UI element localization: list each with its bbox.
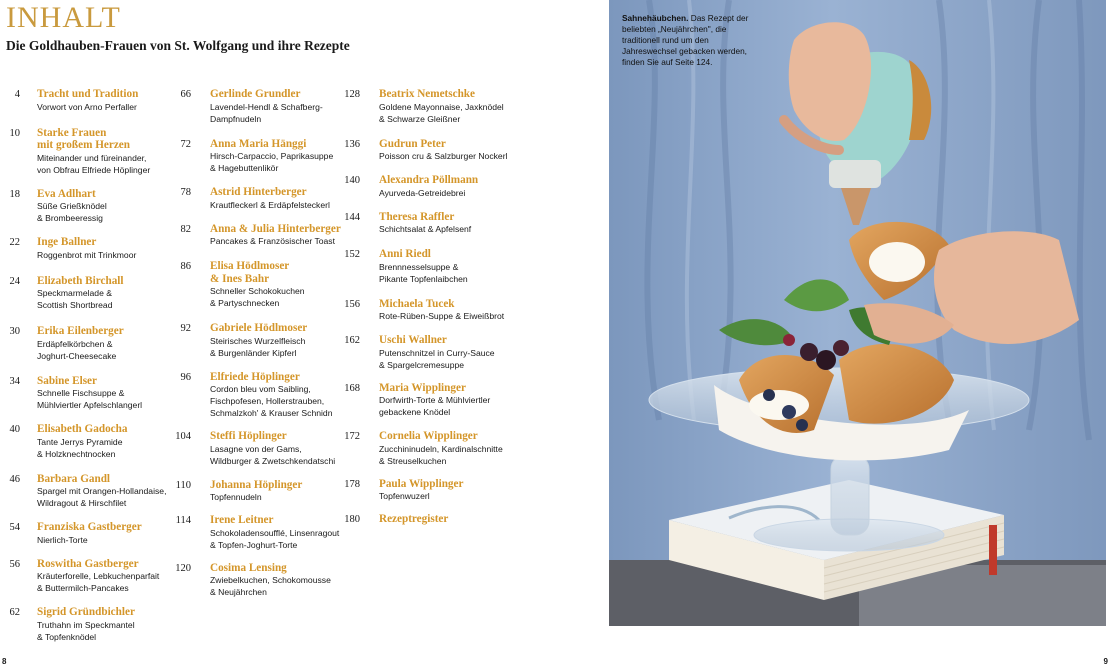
toc-entry-recipes: Zwiebelkuchen, Schokomousse [210, 575, 331, 585]
toc-entry-recipes: Scottish Shortbread [37, 300, 113, 310]
toc-entry-recipes: Erdäpfelkörbchen & [37, 338, 113, 349]
toc-entry-name: Steffi Höplinger [210, 430, 287, 442]
toc-entry [344, 513, 507, 526]
toc-entry [175, 478, 341, 504]
toc-page-number: 156 [344, 298, 360, 310]
toc-entry-recipes: Roggenbrot mit Trinkmoor [37, 249, 137, 260]
toc-entry [9, 521, 166, 546]
toc-entry [180, 260, 341, 309]
toc-column-2 [175, 88, 341, 598]
toc-entry-name: Starke Frauen [37, 126, 107, 139]
toc-entry-recipes: Schokoladensoufflé, Linsenragout [210, 527, 340, 538]
toc-page-number: 172 [344, 431, 360, 442]
toc-entry-name: Erika Eilenberger [37, 325, 124, 337]
toc-page-number: 178 [344, 478, 360, 490]
toc-page-number: 24 [9, 275, 20, 287]
toc-entry-recipes: & Schwarze Gleißner [379, 113, 461, 124]
toc-entry [180, 322, 341, 359]
toc-entry-name: Elisa Hödlmoser [210, 260, 290, 272]
toc-entry-recipes: Schichtsalat & Apfelsenf [379, 224, 472, 234]
toc-page-number: 46 [9, 473, 20, 485]
toc-entry [175, 430, 341, 467]
toc-entry [9, 187, 166, 225]
toc-page-number: 86 [180, 261, 191, 272]
toc-entry-name: Cosima Lensing [210, 561, 287, 574]
toc-page-number: 54 [9, 522, 20, 533]
toc-entry-recipes: & Topfenknödel [37, 631, 97, 642]
toc-entry-recipes: & Hagebuttenlikör [210, 163, 279, 173]
toc-entry-name: Elizabeth Birchall [37, 274, 124, 287]
toc-entry [344, 248, 507, 285]
toc-entry-recipes: Spargel mit Orangen-Hollandaise, [37, 486, 167, 496]
toc-entry-name: Alexandra Pöllmann [379, 174, 479, 186]
toc-entry-name: Barbara Gandl [37, 472, 111, 485]
toc-page-number: 40 [9, 424, 20, 435]
toc-entry [9, 557, 166, 595]
toc-entry [9, 126, 166, 176]
toc-entry-recipes: Vorwort von Arno Perfaller [37, 101, 137, 112]
toc-page-number: 82 [180, 223, 191, 235]
toc-entry [344, 334, 507, 371]
toc-entry-recipes: Pancakes & Französischer Toast [210, 236, 335, 246]
toc-entry-name: Irene Leitner [210, 514, 274, 526]
toc-entry-name: Michaela Tucek [379, 297, 455, 310]
toc-entry [344, 210, 507, 236]
toc-entry-name: Gerlinde Grundler [210, 88, 301, 100]
toc-entry-name: Sabine Elser [37, 374, 97, 387]
toc-entry [9, 325, 166, 362]
toc-entry-recipes: & Neujährchen [210, 587, 267, 597]
photo-illustration [609, 0, 1106, 626]
toc-page-number: 34 [9, 375, 20, 387]
toc-entry-recipes: & Holzknechtnocken [37, 448, 116, 459]
toc-entry [344, 430, 507, 467]
toc-entry-name: Tracht und Tradition [37, 88, 139, 100]
toc-page-number: 168 [344, 382, 360, 394]
toc-entry-recipes: Joghurt-Cheesecake [37, 350, 117, 361]
toc-entry-recipes: Ayurveda-Getreidebrei [379, 187, 466, 198]
toc-entry [175, 514, 341, 551]
toc-entry-name: Rezeptregister [379, 513, 449, 525]
toc-page-number: 92 [180, 323, 191, 334]
toc-entry [344, 88, 507, 125]
toc-entry-recipes: Topfenwuzerl [379, 491, 430, 501]
toc-column-3 [344, 88, 508, 526]
toc-page-number: 72 [180, 138, 191, 150]
toc-entry-name: Anna Maria Hänggi [210, 137, 307, 150]
toc-page-number: 4 [14, 89, 20, 100]
toc-entry-recipes: Schmalzkoh' & Krauser Schnidn [210, 408, 333, 418]
toc-page-number: 136 [344, 138, 360, 150]
toc-entry-name: Uschi Wallner [379, 334, 447, 346]
toc-entry-recipes: Rote-Rüben-Suppe & Eiweißbrot [379, 311, 505, 321]
toc-entry-name: Anna & Julia Hinterberger [210, 222, 341, 235]
toc-entry [180, 186, 341, 211]
toc-entry-recipes: Nierlich-Torte [37, 534, 88, 545]
caption-text: Das Rezept der beliebten „Neujährchen", die traditionell rund um den Jahreswechsel gebacken werden, finden Sie auf Seite 124. [622, 13, 749, 67]
toc-page-number: 128 [344, 89, 360, 100]
toc-entry-recipes: Speckmarmelade & [37, 288, 112, 298]
toc-page-number: 104 [175, 431, 191, 442]
toc-entry [9, 374, 166, 412]
toc-entry-recipes: & Streuselkuchen [379, 455, 447, 466]
toc-entry-recipes: Miteinander und füreinander, [37, 152, 147, 163]
food-photo [609, 0, 1106, 626]
toc-entry [344, 174, 507, 199]
toc-entry-recipes: Truthahn im Speckmantel [37, 619, 135, 630]
toc-entry-recipes: Schnelle Fischsuppe & [37, 388, 125, 398]
toc-page-number: 140 [344, 175, 360, 186]
toc-entry [344, 381, 507, 419]
toc-entry-name: Anni Riedl [379, 248, 431, 260]
page-number-left: 8 [2, 657, 7, 666]
toc-entry-recipes: Topfennudeln [210, 492, 262, 502]
toc-entry-recipes: Süße Grießknödel [37, 201, 107, 211]
toc-page-number: 114 [175, 515, 191, 526]
photo-caption [622, 13, 762, 68]
toc-entry-name: Sigrid Gründbichler [37, 606, 135, 618]
toc-entry-recipes: Pikante Topfenlaibchen [379, 273, 468, 284]
toc-entry-name: Elfriede Höplinger [210, 370, 300, 383]
toc-page-number: 62 [9, 607, 20, 618]
toc-entry-name: & Ines Bahr [210, 272, 270, 285]
toc-entry-recipes: Putenschnitzel in Curry-Sauce [379, 347, 495, 358]
toc-entry-recipes: Schneller Schokokuchen [210, 286, 305, 296]
toc-entry [14, 88, 166, 113]
toc-entry-name: Cornelia Wipplinger [379, 430, 478, 442]
toc-entry-name: Gabriele Hödlmoser [210, 322, 308, 334]
toc-entry-recipes: Lavendel-Hendl & Schafberg- [210, 101, 323, 112]
toc-entry-recipes: & Topfen-Joghurt-Torte [210, 539, 298, 550]
toc-entry-recipes: Mühlviertler Apfelschlangerl [37, 400, 143, 410]
toc-entry-recipes: Hirsch-Carpaccio, Paprikasuppe [210, 151, 334, 161]
toc-page-number: 18 [9, 188, 20, 200]
toc-page-number: 180 [344, 514, 360, 525]
toc-entry-recipes: Wildburger & Zwetschkendatschi [210, 455, 336, 466]
toc-entry-recipes: Kräuterforelle, Lebkuchenparfait [37, 571, 160, 581]
toc-entry-recipes: Cordon bleu vom Saibling, [210, 384, 311, 394]
toc-entry-name: Johanna Höplinger [210, 478, 303, 491]
toc-entry [180, 137, 341, 175]
toc-entry [9, 606, 166, 643]
toc-entry-recipes: von Obfrau Elfriede Höplinger [37, 164, 151, 175]
toc-entry-name: Elisabeth Gadocha [37, 423, 128, 435]
toc-entry-recipes: Poisson cru & Salzburger Nockerl [379, 151, 508, 161]
toc-page-number: 110 [175, 479, 191, 491]
toc-entry-recipes: Dampfnudeln [210, 113, 262, 124]
page-number-right: 9 [1103, 657, 1108, 666]
toc-entry-recipes: & Burgenländer Kipferl [210, 347, 297, 358]
page-subtitle: Die Goldhauben-Frauen von St. Wolfgang und ihre Rezepte [6, 38, 350, 53]
toc-entry-recipes: Lasagne von der Gams, [210, 443, 302, 454]
toc-entry-recipes: Steirisches Wurzelfleisch [210, 335, 306, 346]
toc-entry [9, 423, 166, 460]
toc-column-1 [9, 88, 167, 643]
toc-page-number: 144 [344, 211, 360, 223]
toc-entry-name: mit großem Herzen [37, 139, 130, 151]
toc-entry-recipes: gebackene Knödel [379, 407, 451, 417]
toc-page-number: 66 [180, 89, 191, 100]
toc-entry-recipes: Brennnesselsuppe & [379, 261, 459, 272]
toc-entry-name: Beatrix Nemetschke [379, 88, 475, 100]
toc-entry-recipes: & Brombeeressig [37, 213, 103, 223]
toc-entry-recipes: & Buttermilch-Pancakes [37, 583, 129, 593]
toc-entry [180, 222, 341, 248]
toc-page-number: 56 [9, 558, 20, 570]
toc-entry-recipes: Krautfleckerl & Erdäpfelsteckerl [210, 199, 330, 210]
toc-entry [9, 274, 166, 312]
toc-entry [175, 561, 341, 599]
caption-heading: Sahnehäubchen. [622, 13, 689, 23]
toc-entry [344, 477, 507, 503]
toc-entry [344, 297, 507, 323]
toc-page-number: 78 [180, 187, 191, 198]
toc-entry [180, 88, 341, 125]
toc-entry-name: Inge Ballner [37, 236, 97, 248]
toc-entry-name: Gudrun Peter [379, 137, 446, 150]
toc-entry-recipes: & Partyschnecken [210, 298, 280, 308]
toc-entry-recipes: Wildragout & Hirschfilet [37, 498, 127, 508]
toc-page-number: 162 [344, 335, 360, 346]
toc-entry-name: Paula Wipplinger [379, 477, 464, 490]
toc-page-number: 10 [9, 127, 20, 139]
toc-entry-recipes: Zucchininudeln, Kardinalschnitte [379, 443, 503, 454]
toc-entry-recipes: & Spargelcremesuppe [379, 359, 465, 370]
toc-entry-recipes: Dorfwirth-Torte & Mühlviertler [379, 395, 491, 405]
toc-entry [9, 472, 167, 510]
toc-page-number: 120 [175, 562, 191, 574]
toc-entry-name: Theresa Raffler [379, 210, 455, 223]
toc-entry-name: Eva Adlhart [37, 187, 96, 200]
toc-entry-recipes: Fischpofesen, Hollerstrauben, [210, 396, 325, 406]
toc-entry [180, 370, 341, 420]
toc-entry [9, 236, 166, 261]
toc-page-number: 22 [9, 237, 20, 248]
toc-page-number: 30 [9, 326, 20, 337]
toc-entry-recipes: Goldene Mayonnaise, Jaxknödel [379, 101, 504, 112]
toc-page-number: 96 [180, 371, 191, 383]
toc-entry-name: Astrid Hinterberger [210, 186, 307, 198]
toc-entry-recipes: Tante Jerrys Pyramide [37, 436, 123, 447]
toc-entry [344, 137, 508, 163]
toc-entry-name: Franziska Gastberger [37, 521, 142, 533]
page-title: INHALT [6, 1, 121, 34]
toc-entry-name: Maria Wipplinger [379, 381, 466, 394]
toc-page-number: 152 [344, 249, 360, 260]
toc-entry-name: Roswitha Gastberger [37, 557, 139, 570]
